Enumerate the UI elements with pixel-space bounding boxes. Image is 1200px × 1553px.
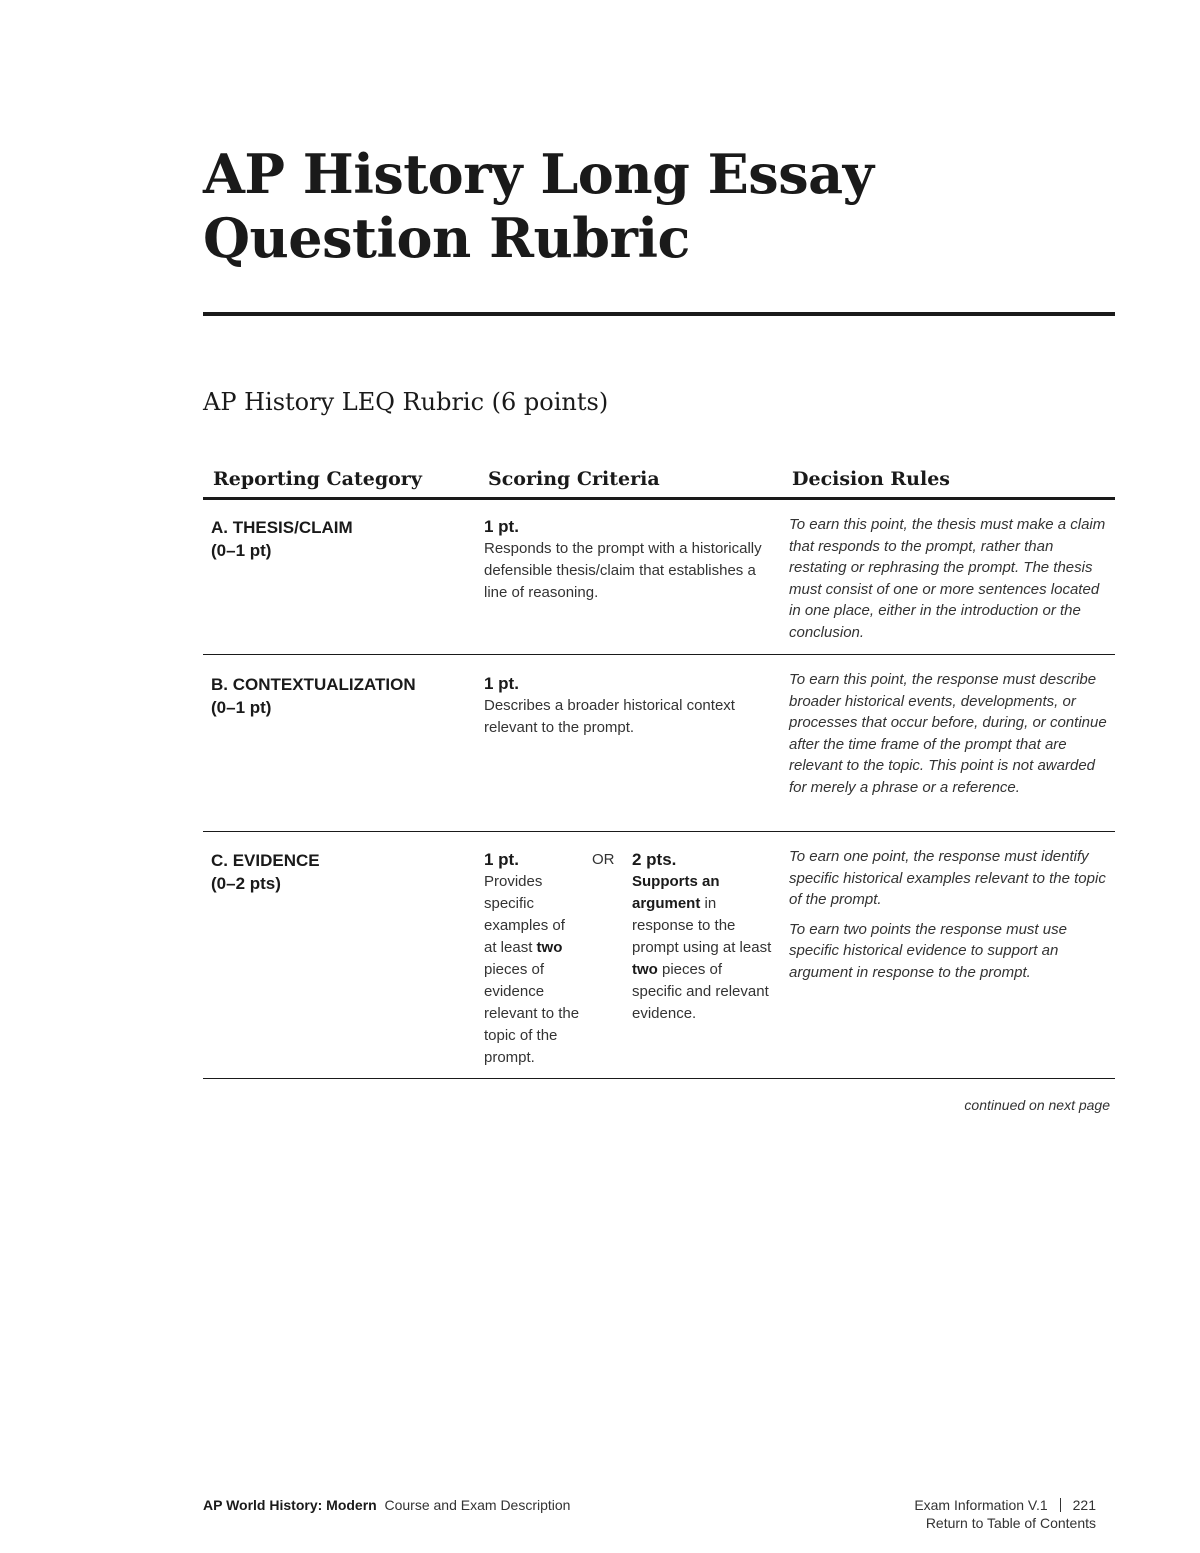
rubric-subtitle: AP History LEQ Rubric (6 points) [203,388,609,416]
criteria-text-a: in response to the prompt using at least [632,895,772,956]
criteria-contextualization [484,673,776,739]
header-scoring-criteria: Scoring Criteria [488,468,660,490]
decision-rule-thesis [789,514,1107,652]
footer-separator [1060,1498,1061,1512]
table-bottom-divider [203,1078,1115,1079]
decision-rule-text-1: To earn one point, the response must identify specific historical examples relevant to the topic of the prompt. [789,848,1106,909]
criteria-or-label: OR [592,851,615,868]
footer-course [203,1496,570,1514]
criteria-points: 1 pt. [484,517,519,536]
footer-course-description: Course and Exam Description [376,1497,571,1513]
category-label: B. CONTEXTUALIZATION [211,675,416,694]
criteria-points: 1 pt. [484,850,519,869]
footer-section: Exam Information V.1 [914,1497,1048,1513]
criteria-text: Describes a broader historical context relevant to the prompt. [484,697,735,736]
row-divider [203,654,1115,655]
criteria-text-b: pieces of evidence relevant to the topic of the prompt. [484,961,580,1066]
category-thesis [211,516,353,562]
criteria-points: 2 pts. [632,850,677,869]
header-reporting-category: Reporting Category [213,468,422,490]
footer-course-name: AP World History: Modern [203,1497,377,1513]
page-title [203,142,873,270]
row-divider [203,831,1115,832]
title-divider [203,312,1115,316]
criteria-emphasis: two [536,939,563,956]
category-label: C. EVIDENCE [211,851,320,870]
criteria-points: 1 pt. [484,674,519,693]
continued-note: continued on next page [964,1097,1110,1113]
category-label: A. THESIS/CLAIM [211,518,353,537]
header-decision-rules: Decision Rules [792,468,950,490]
page-title-line-2: Question Rubric [203,206,690,270]
category-range: (0–2 pts) [211,874,281,893]
decision-rule-contextualization [789,669,1107,807]
category-range: (0–1 pt) [211,698,272,717]
criteria-emphasis-b: two [632,961,658,978]
decision-rule-text: To earn this point, the thesis must make a claim that responds to the prompt, rather than restating or rephrasing the prompt. The thesis must consist of one or more sentences located in one place, either in the introduction or the conclusion. [789,516,1106,641]
criteria-evidence-option-2 [632,849,774,1025]
criteria-text-b: pieces of specific and relevant evidence. [632,961,769,1022]
criteria-evidence-option-1 [484,849,580,1069]
criteria-thesis [484,516,779,604]
footer-navigation [914,1496,1096,1532]
decision-rule-evidence [789,846,1107,992]
decision-rule-text-2: To earn two points the response must use specific historical evidence to support an argument in response to the prompt. [789,920,1067,981]
category-evidence [211,849,320,895]
header-divider [203,497,1115,500]
decision-rule-text: To earn this point, the response must describe broader historical events, developments, or processes that occur before, during, or continue after the time frame of the prompt that are relevant to the topic. This point is not awarded for merely a phrase or a reference. [789,671,1107,796]
category-contextualization [211,673,416,719]
page-title-line-1: AP History Long Essay [203,142,874,206]
category-range: (0–1 pt) [211,541,272,560]
page-number: 221 [1072,1497,1096,1513]
criteria-text: Responds to the prompt with a historically defensible thesis/claim that establishes a line of reasoning. [484,540,762,601]
toc-link[interactable]: Return to Table of Contents [925,1515,1096,1531]
criteria-emphasis-a: Supports an argument [632,873,720,912]
criteria-text-a: Provides specific examples of at least [484,873,565,956]
